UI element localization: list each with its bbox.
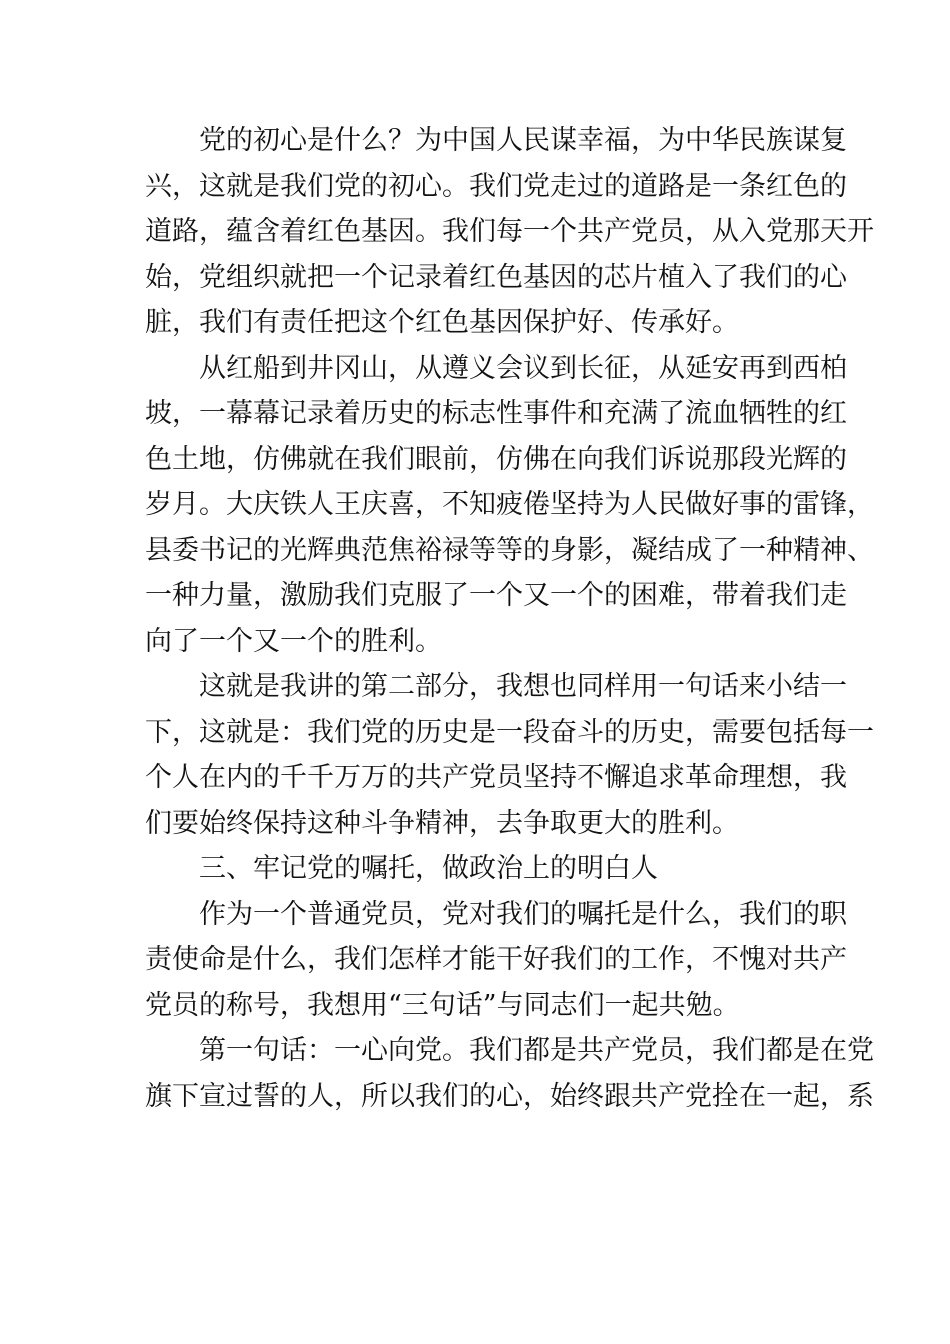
- text-line: 向了一个又一个的胜利。: [145, 625, 442, 657]
- text-line: 岁月。大庆铁人王庆喜，不知疲倦坚持为人民做好事的雷锋，: [145, 489, 874, 520]
- text-line: 们要始终保持这种斗争精神，去争取更大的胜利。: [145, 807, 739, 839]
- text-line: 色土地，仿佛就在我们眼前，仿佛在向我们诉说那段光辉的: [145, 443, 847, 475]
- text-line: 党员的称号，我想用“三句话”与同志们一起共勉。: [145, 989, 740, 1021]
- section-heading: 三、牢记党的嘱托，做政治上的明白人: [199, 853, 658, 884]
- text-line: 县委书记的光辉典范焦裕禄等等的身影，凝结成了一种精神、: [145, 534, 874, 566]
- text-line: 道路，蕴含着红色基因。我们每一个共产党员，从入党那天开: [145, 216, 874, 247]
- text-line: 旗下宣过誓的人，所以我们的心，始终跟共产党拴在一起，系: [145, 1080, 874, 1112]
- text-line: 始，党组织就把一个记录着红色基因的芯片植入了我们的心: [145, 261, 847, 293]
- text-line: 这就是我讲的第二部分，我想也同样用一句话来小结一: [199, 671, 847, 702]
- text-line: 党的初心是什么？为中国人民谋幸福，为中华民族谋复: [199, 125, 847, 156]
- text-line: 一种力量，激励我们克服了一个又一个的困难，带着我们走: [145, 580, 847, 611]
- text-line: 坡，一幕幕记录着历史的标志性事件和充满了流血牺牲的红: [145, 398, 847, 429]
- text-line: 兴，这就是我们党的初心。我们党走过的道路是一条红色的: [145, 170, 847, 202]
- text-line: 下，这就是：我们党的历史是一段奋斗的历史，需要包括每一: [145, 716, 874, 748]
- text-line: 作为一个普通党员，党对我们的嘱托是什么，我们的职: [199, 898, 847, 930]
- document-body: [145, 118, 874, 1119]
- text-line: 脏，我们有责任把这个红色基因保护好、传承好。: [145, 307, 739, 338]
- text-line: 责使命是什么，我们怎样才能干好我们的工作，不愧对共产: [145, 944, 847, 975]
- text-line: 第一句话：一心向党。我们都是共产党员，我们都是在党: [199, 1035, 874, 1066]
- text-line: 从红船到井冈山，从遵义会议到长征，从延安再到西柏: [199, 352, 847, 384]
- text-line: 个人在内的千千万万的共产党员坚持不懈追求革命理想，我: [145, 762, 847, 793]
